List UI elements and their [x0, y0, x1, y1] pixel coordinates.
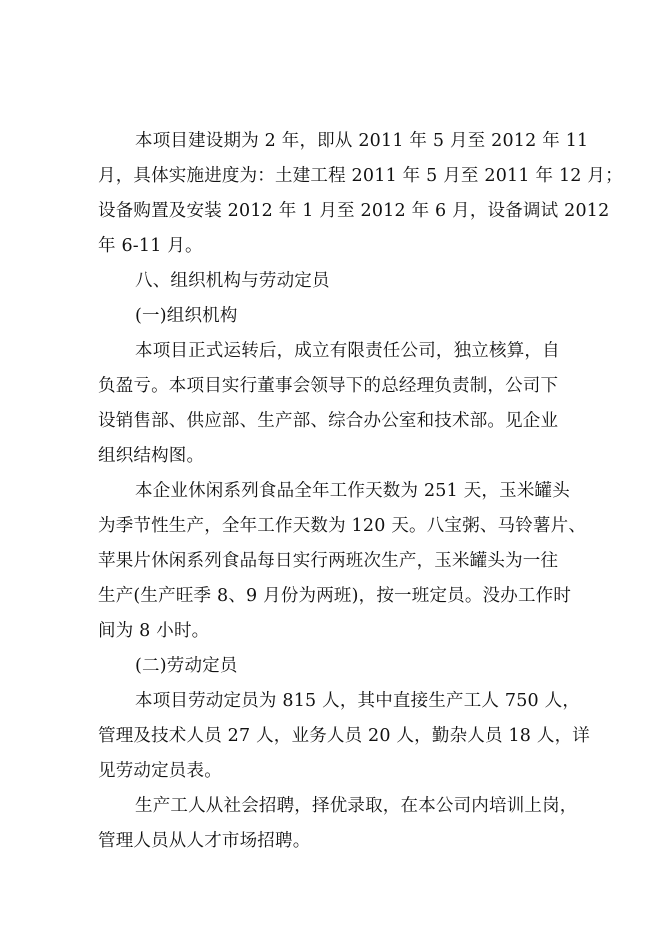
text-line-7: 本项目正式运转后，成立有限责任公司，独立核算，自 [135, 341, 560, 361]
section-heading: 八、组织机构与劳动定员 [135, 271, 330, 291]
text-line-19: 见劳动定员表。 [98, 761, 222, 781]
text-line-21: 管理人员从人才市场招聘。 [98, 831, 311, 851]
text-line-8: 负盈亏。本项目实行董事会领导下的总经理负责制，公司下 [98, 376, 559, 396]
text-line-18: 管理及技术人员 27 人，业务人员 20 人，勤杂人员 18 人，详 [98, 726, 590, 746]
text-line-10: 组织结构图。 [98, 446, 205, 466]
text-line-1: 本项目建设期为 2 年，即从 2011 年 5 月至 2012 年 11 [135, 131, 589, 151]
text-line-15: 间为 8 小时。 [98, 621, 210, 641]
subsection-heading-staffing: (二)劳动定员 [135, 656, 238, 676]
text-line-2: 月，具体实施进度为：土建工程 2011 年 5 月至 2011 年 12 月； [98, 166, 623, 186]
text-line-12: 为季节性生产，全年工作天数为 120 天。八宝粥、马铃薯片、 [98, 516, 587, 536]
text-line-14: 生产(生产旺季 8、9 月份为两班)，按一班定员。没办工作时 [98, 586, 572, 606]
text-line-13: 苹果片休闲系列食品每日实行两班次生产，玉米罐头为一往 [98, 551, 559, 571]
text-line-3: 设备购置及安装 2012 年 1 月至 2012 年 6 月，设备调试 2012 [98, 201, 610, 221]
text-line-9: 设销售部、供应部、生产部、综合办公室和技术部。见企业 [98, 411, 559, 431]
text-line-17: 本项目劳动定员为 815 人，其中直接生产工人 750 人， [135, 691, 581, 711]
text-line-20: 生产工人从社会招聘，择优录取，在本公司内培训上岗， [135, 796, 578, 816]
text-line-11: 本企业休闲系列食品全年工作天数为 251 天，玉米罐头 [135, 481, 570, 501]
text-line-4: 年 6-11 月。 [98, 236, 203, 256]
subsection-heading-organization: (一)组织机构 [135, 306, 238, 326]
